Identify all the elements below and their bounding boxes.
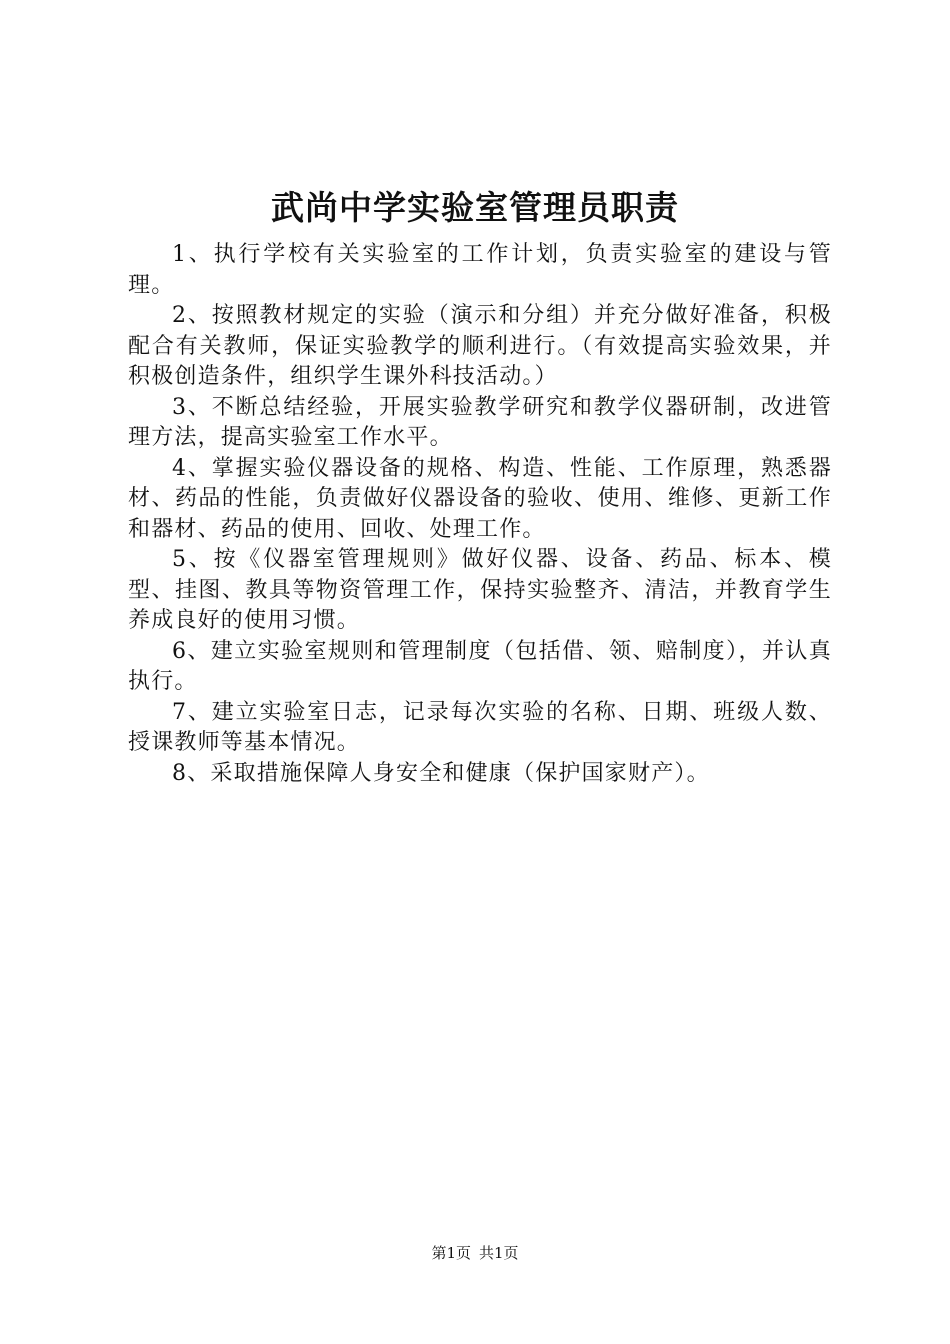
paragraph-7: 7、建立实验室日志，记录每次实验的名称、日期、班级人数、授课教师等基本情况。 <box>128 699 832 755</box>
paragraph-3: 3、不断总结经验，开展实验教学研究和教学仪器研制，改进管理方法，提高实验室工作水平。 <box>128 394 832 450</box>
page-total: 共1页 <box>479 1244 519 1262</box>
paragraph-1: 1、执行学校有关实验室的工作计划，负责实验室的建设与管理。 <box>128 242 832 298</box>
document-body <box>128 240 832 789</box>
document-title: 武尚中学实验室管理员职责 <box>271 188 679 227</box>
paragraph-5: 5、按《仪器室管理规则》做好仪器、设备、药品、标本、模型、挂图、教具等物资管理工作，保持实验整齐、清洁，并教育学生养成良好的使用习惯。 <box>128 547 832 633</box>
paragraph-4: 4、掌握实验仪器设备的规格、构造、性能、工作原理，熟悉器材、药品的性能，负责做好仪器设备的验收、使用、维修、更新工作和器材、药品的使用、回收、处理工作。 <box>128 455 832 542</box>
paragraph-8: 8、采取措施保障人身安全和健康（保护国家财产）。 <box>172 760 710 786</box>
page-current: 第1页 <box>431 1244 471 1262</box>
paragraph-6: 6、建立实验室规则和管理制度（包括借、领、赔制度），并认真执行。 <box>128 638 832 694</box>
paragraph-2: 2、按照教材规定的实验（演示和分组）并充分做好准备，积极配合有关教师，保证实验教学的顺利进行。（有效提高实验效果，并积极创造条件，组织学生课外科技活动。） <box>128 303 832 389</box>
page-footer <box>0 1243 950 1263</box>
